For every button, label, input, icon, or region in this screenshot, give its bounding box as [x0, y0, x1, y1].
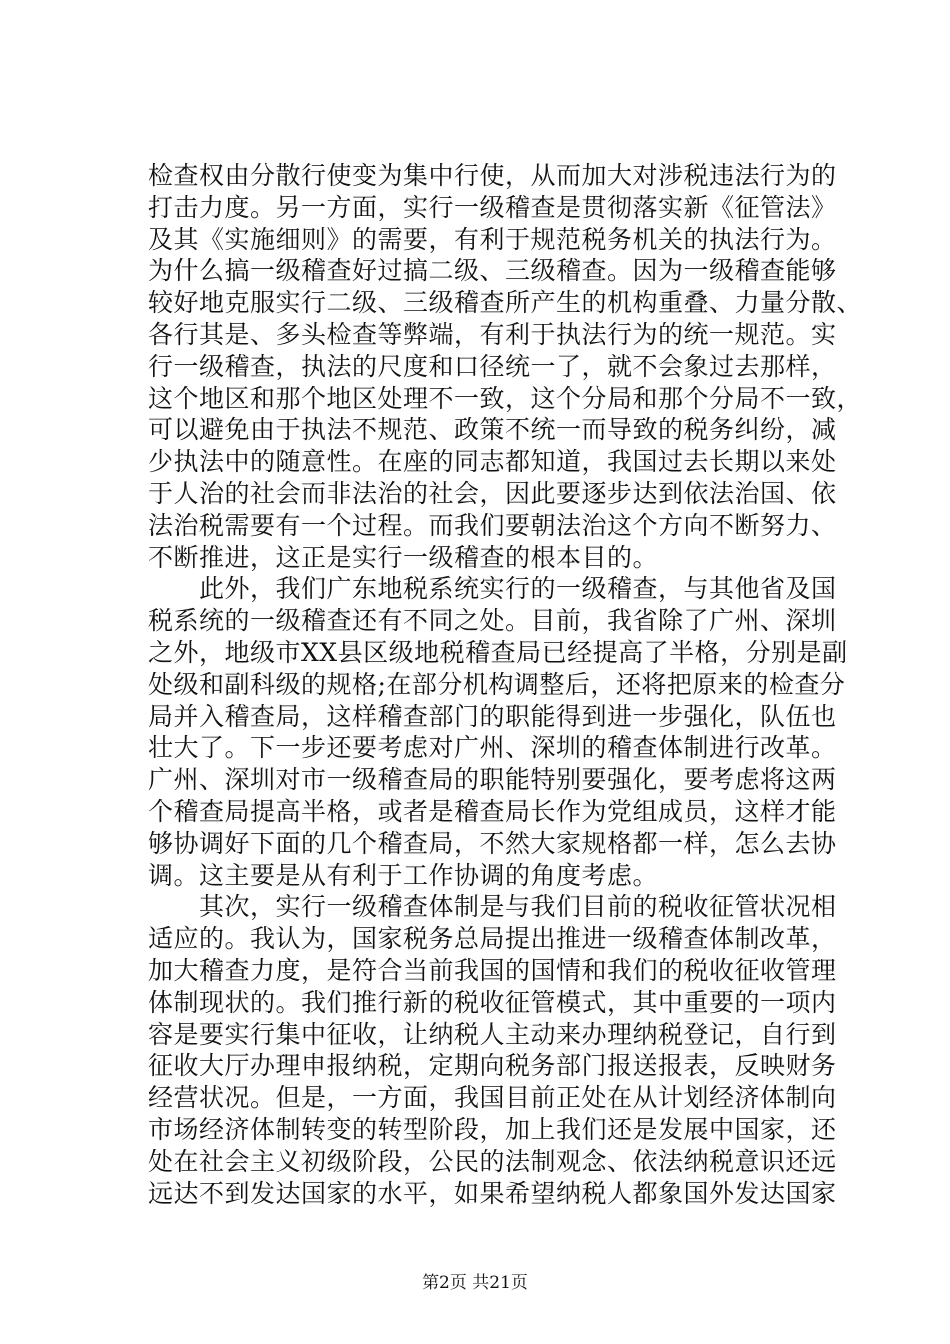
text-line: 够协调好下面的几个稽查局，不然大家规格都一样，怎么去协 [148, 828, 837, 858]
text-line: 其次，实行一级稽查体制是与我们目前的税收征管状况相 [148, 892, 837, 922]
page-footer [0, 1273, 950, 1293]
text-line: 这个地区和那个地区处理不一致，这个分局和那个分局不一致， [148, 383, 863, 413]
page-number: 第2页 共21页 [422, 1273, 528, 1293]
text-line: 不断推进，这正是实行一级稽查的根本目的。 [148, 542, 659, 572]
text-line: 检查权由分散行使变为集中行使，从而加大对涉税违法行为的 [148, 161, 837, 190]
text-line: 调。这主要是从有利于工作协调的角度考虑。 [148, 860, 659, 890]
text-line: 经营状况。但是，一方面，我国目前正处在从计划经济体制向 [148, 1083, 837, 1113]
text-line: 壮大了。下一步还要考虑对广州、深圳的稽查体制进行改革。 [148, 733, 837, 763]
text-line: 处级和副科级的规格;在部分机构调整后，还将把原来的检查分 [148, 669, 846, 699]
text-line: 个稽查局提高半格，或者是稽查局长作为党组成员，这样才能 [148, 796, 837, 826]
text-line: 较好地克服实行二级、三级稽查所产生的机构重叠、力量分散、 [148, 288, 863, 318]
text-line: 处在社会主义初级阶段，公民的法制观念、依法纳税意识还远 [148, 1146, 837, 1176]
text-line: 可以避免由于执法不规范、政策不统一而导致的税务纠纷，减 [148, 415, 837, 445]
text-line: 远达不到发达国家的水平，如果希望纳税人都象国外发达国家 [148, 1178, 837, 1208]
text-line: 适应的。我认为，国家税务总局提出推进一级稽查体制改革， [148, 924, 837, 954]
text-line: 及其《实施细则》的需要，有利于规范税务机关的执法行为。 [148, 224, 837, 254]
text-line: 少执法中的随意性。在座的同志都知道，我国过去长期以来处 [148, 447, 837, 477]
text-line: 局并入稽查局，这样稽查部门的职能得到进一步强化，队伍也 [148, 701, 837, 731]
text-line: 广州、深圳对市一级稽查局的职能特别要强化，要考虑将这两 [148, 765, 837, 795]
body-text [148, 160, 863, 1209]
text-line: 征收大厅办理申报纳税，定期向税务部门报送报表，反映财务 [148, 1051, 837, 1081]
text-line: 之外，地级市XX县区级地税稽查局已经提高了半格，分别是副 [148, 637, 848, 667]
text-line: 体制现状的。我们推行新的税收征管模式，其中重要的一项内 [148, 987, 837, 1017]
text-line: 税系统的一级稽查还有不同之处。目前，我省除了广州、深圳 [148, 606, 837, 636]
text-line: 法治税需要有一个过程。而我们要朝法治这个方向不断努力、 [148, 510, 837, 540]
text-line: 容是要实行集中征收，让纳税人主动来办理纳税登记，自行到 [148, 1019, 837, 1049]
text-line: 加大稽查力度，是符合当前我国的国情和我们的税收征收管理 [148, 955, 837, 985]
text-line: 各行其是、多头检查等弊端，有利于执法行为的统一规范。实 [148, 319, 837, 349]
text-line: 市场经济体制转变的转型阶段，加上我们还是发展中国家，还 [148, 1114, 837, 1144]
text-line: 打击力度。另一方面，实行一级稽查是贯彻落实新《征管法》 [148, 192, 837, 222]
text-line: 于人治的社会而非法治的社会，因此要逐步达到依法治国、依 [148, 478, 837, 508]
text-line: 为什么搞一级稽查好过搞二级、三级稽查。因为一级稽查能够 [148, 256, 837, 286]
text-line: 行一级稽查，执法的尺度和口径统一了，就不会象过去那样， [148, 351, 837, 381]
text-line: 此外，我们广东地税系统实行的一级稽查，与其他省及国 [148, 574, 837, 604]
